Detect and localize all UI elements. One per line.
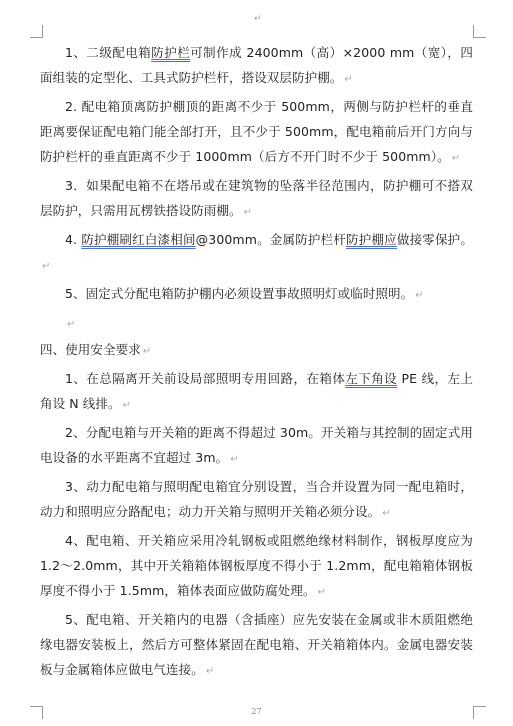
text-run: 2、分配电箱与开关箱的距离不得超过 30m。开关箱与其控制的固定式用电设备的水平距离不宜超过 3m。	[40, 425, 473, 465]
text-run: 5、固定式分配电箱防护棚内必须设置事故照明灯或临时照明。	[65, 286, 414, 301]
spellcheck-underlined-text: 防护棚应	[346, 232, 397, 247]
paragraph	[40, 40, 473, 92]
text-run: 4、配电箱、开关箱应采用冷轧钢板或阻燃绝缘材料制作，钢板厚度应为 1.2～2.0mm，其中开关箱箱体钢板厚度不得小于 1.2mm，配电箱箱体钢板厚度不得小于 1.5mm，箱体表面应做防腐处理。	[40, 533, 473, 598]
paragraph-mark-icon: ↵	[230, 454, 239, 465]
paragraph-mark-icon: ↵	[142, 346, 152, 357]
text-run: 3、动力配电箱与照明配电箱宜分别设置，当合并设置为同一配电箱时，动力和照明应分路配电；动力开关箱与照明开关箱必须分设。	[40, 479, 473, 519]
paragraph-mark-icon: ↵	[122, 400, 132, 411]
paragraph-mark-icon: ↵	[243, 207, 253, 218]
text-run: 5、配电箱、开关箱内的电器（含插座）应先安装在金属或非木质阻燃绝缘电器安装板上，然后方可整体紧固在配电箱、开关箱箱体内。金属电器安装板与金属箱体应做电气连接。	[40, 612, 473, 677]
text-run: 可制作成 2400mm（高）×2000 mm（宽），四面组装的定型化、工具式防护栏杆，搭设双层防护棚。	[40, 45, 473, 85]
paragraph-mark-icon: ↵	[344, 74, 353, 85]
text-run: 4.	[65, 232, 82, 247]
text-run: 3．如果配电箱不在塔吊或在建筑物的坠落半径范围内，防护棚可不搭双层防护，只需用瓦楞铁搭设防雨棚。	[40, 178, 473, 218]
paragraph-mark-icon: ↵	[67, 319, 76, 330]
paragraph-mark-icon: ↵	[382, 508, 391, 519]
blank-paragraph	[40, 310, 473, 335]
text-run: 1、在总隔离开关前设局部照明专用回路，在箱体	[65, 371, 346, 386]
spellcheck-underlined-text: 防护棚刷红白漆相间	[81, 232, 196, 247]
crop-mark-top-right	[473, 25, 486, 38]
text-run: @300mm。金属防护栏杆	[195, 232, 347, 247]
text-run: 2. 配电箱顶离防护棚顶的距离不少于 500mm，两侧与防护栏杆的垂直距离要保证配电箱门能全部打开，且不少于 500mm，配电箱前后开门方向与防护栏杆的垂直距离不少于 1000mm（后方不开门时不少于 500mm）。	[40, 99, 473, 164]
text-run: 四、使用安全要求	[40, 342, 141, 357]
crop-mark-top-left	[30, 25, 43, 38]
paragraph	[40, 281, 473, 308]
paragraph	[40, 94, 473, 171]
spellcheck-underlined-text: 左下角设	[345, 371, 398, 386]
spellcheck-underlined-text: 防护栏	[151, 45, 191, 60]
paragraph-mark-icon: ↵	[317, 587, 327, 598]
paragraph	[40, 528, 473, 605]
paragraph	[40, 366, 473, 418]
text-run: 做接零保护。	[396, 232, 473, 247]
paragraph	[40, 420, 473, 472]
paragraph	[40, 173, 473, 225]
paragraph-mark-icon: ↵	[415, 290, 424, 301]
paragraph-mark-icon: ↵	[42, 261, 51, 272]
text-run: PE 线，左上角设 N 线排。	[40, 371, 474, 411]
section-heading	[40, 337, 473, 364]
text-run: 1、二级配电箱	[65, 45, 152, 60]
paragraph	[40, 474, 473, 526]
paragraph-mark-icon: ↵	[205, 666, 215, 677]
paragraph	[40, 607, 473, 684]
document-body[interactable]	[40, 40, 473, 686]
paragraph	[40, 227, 473, 279]
header-paragraph-mark: ↵	[254, 14, 262, 24]
paragraph-mark-icon: ↵	[451, 153, 461, 164]
page-number: 27	[251, 707, 262, 716]
